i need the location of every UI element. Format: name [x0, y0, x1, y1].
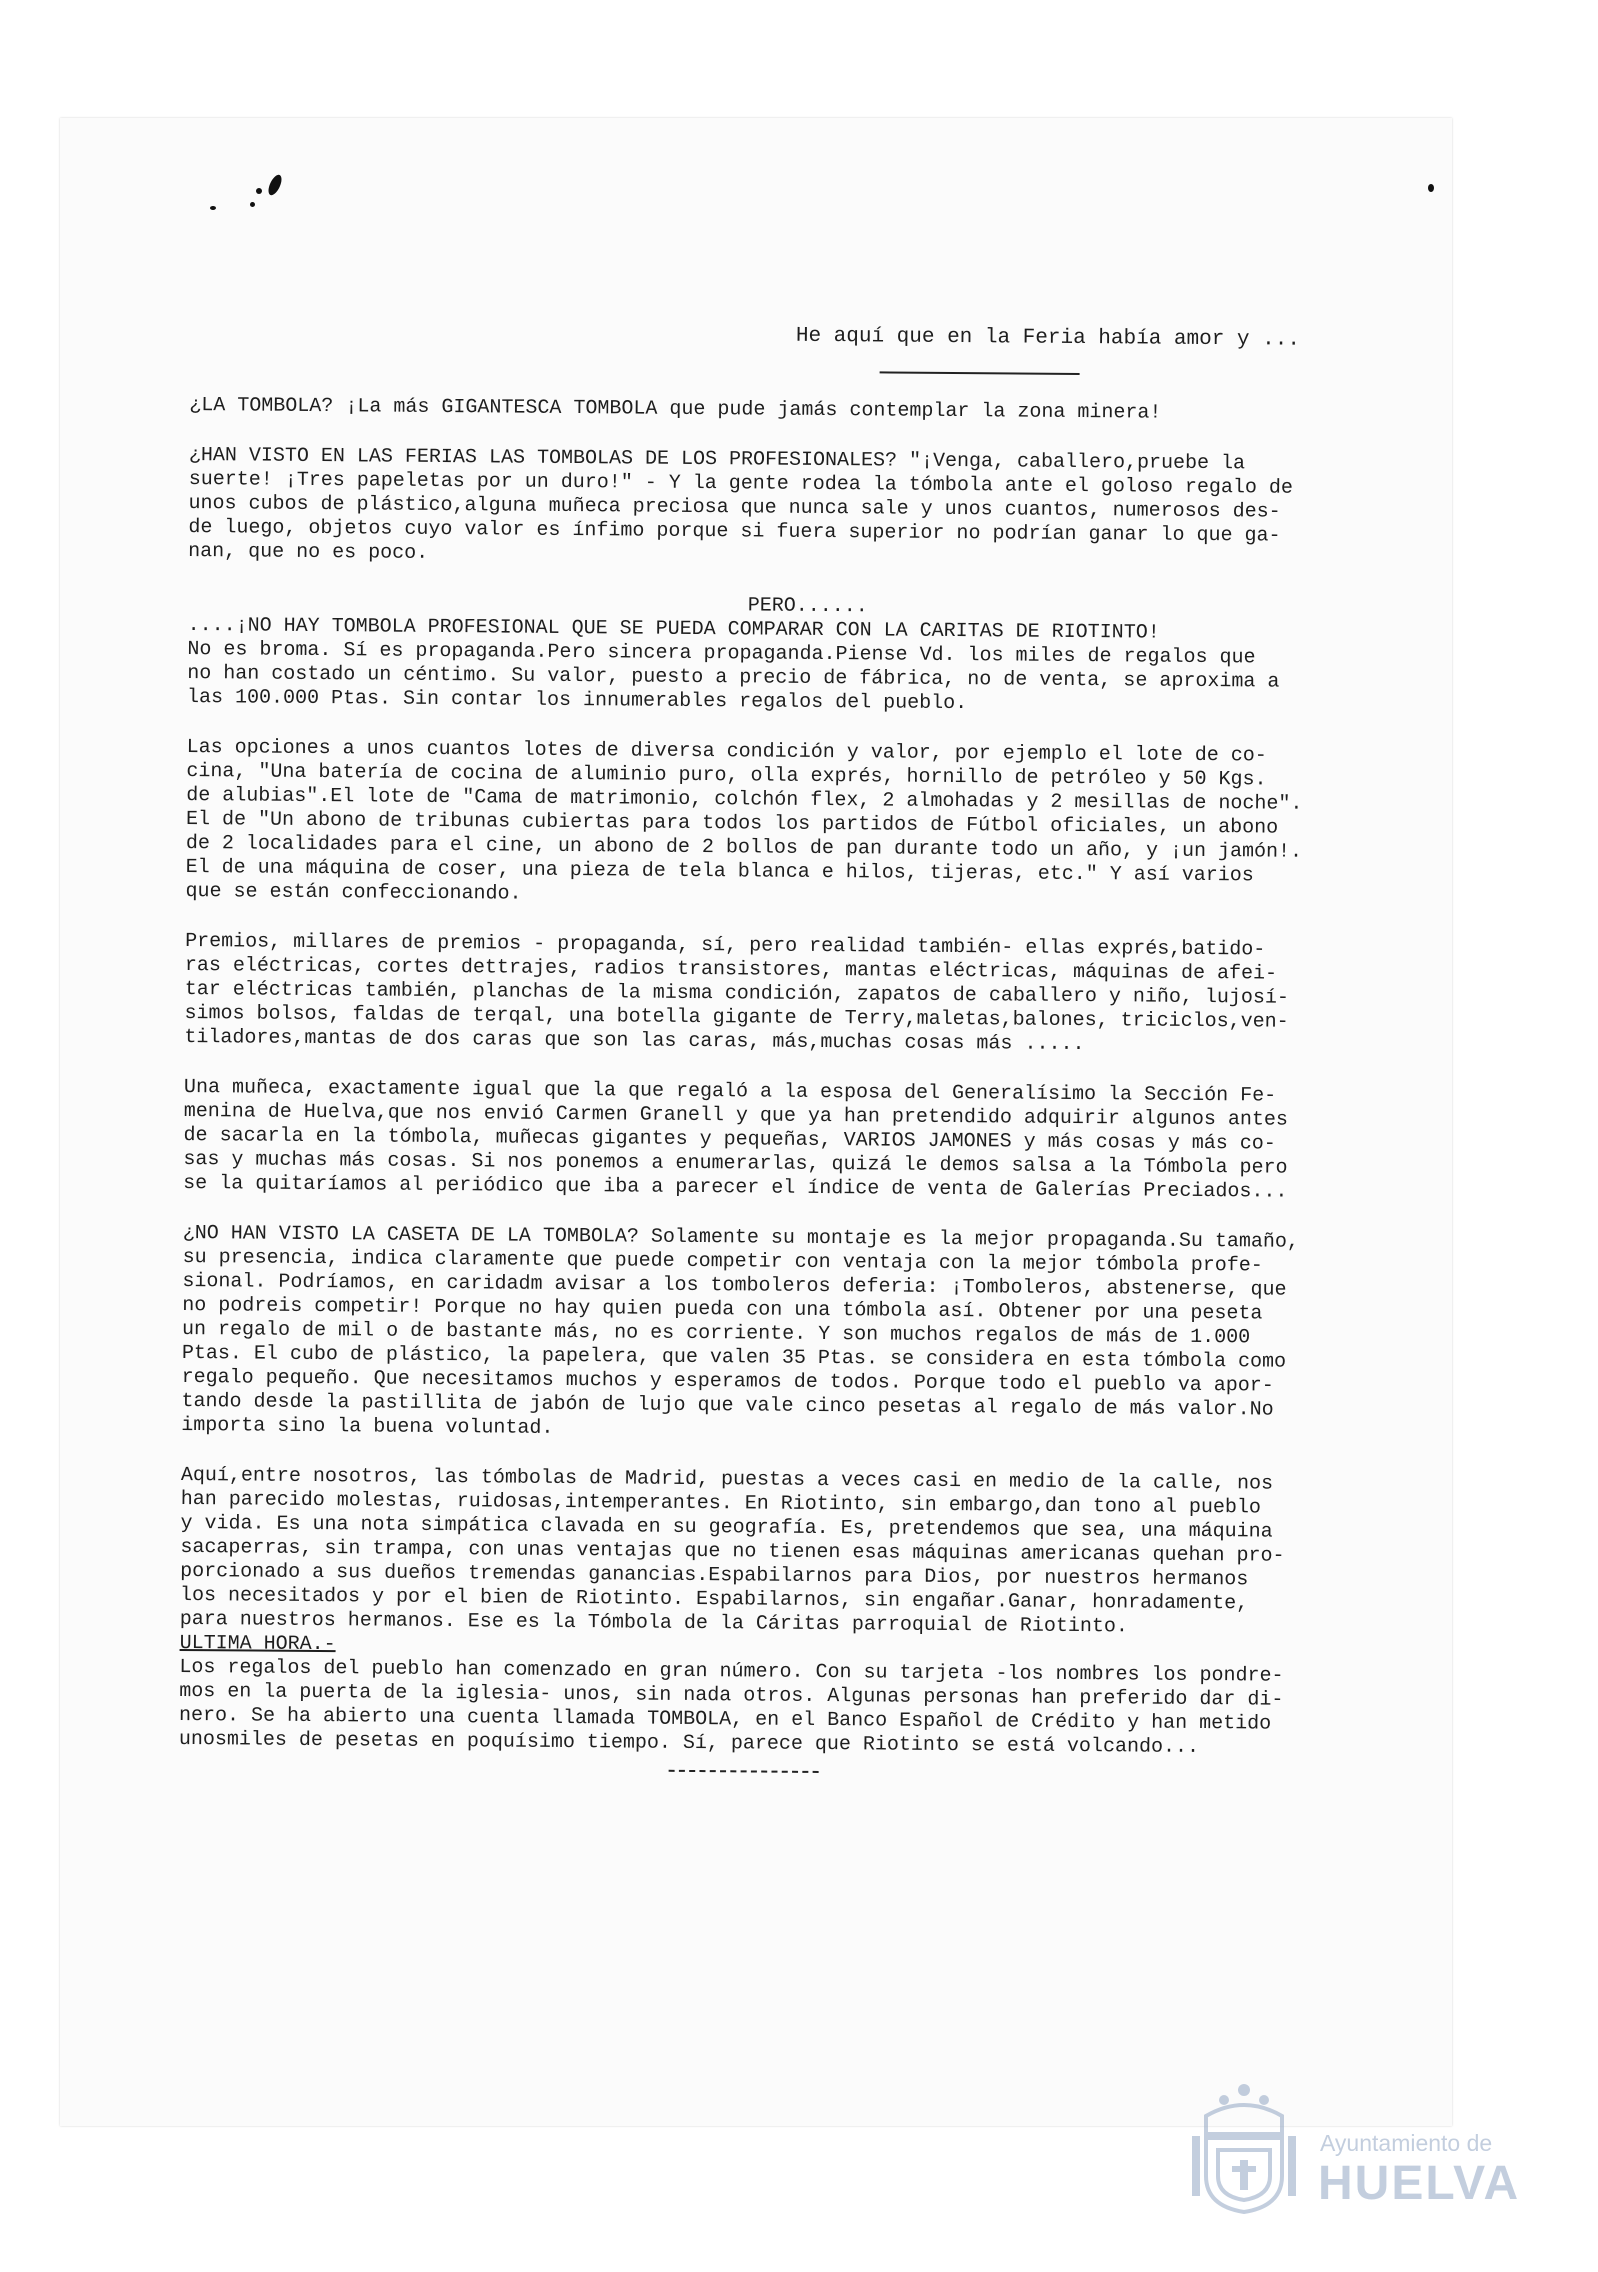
- pero-subtitle: PERO......: [747, 594, 868, 619]
- document-body: [179, 320, 1480, 1778]
- pero-paragraph: ....¡NO HAY TOMBOLA PROFESIONAL QUE SE PUEDA COMPARAR CON LA CARITAS DE RIOTINTO! No es broma. Sí es propaganda.Pero sincera propaganda.Piense Vd. los miles de regalos que no han costado un céntimo. Su valor, puesto a precio de fábrica, no de venta, se aproxima a las 100.000 Ptas. Sin contar los innumerables regalos del pueblo.: [186, 613, 1280, 716]
- ultima-hora-paragraph: Los regalos del pueblo han comenzado en gran número. Con su tarjeta -los nombres los pondre- mos en la puerta de la iglesia- unos, sin nada otros. Algunas personas han preferido dar di- nero. Se ha abierto una cuenta llamada TOMBOLA, en el Banco Español de Crédito y han metido unosmiles de pesetas en poquísimo tiempo. Sí, parece que Riotinto se está volcando...: [178, 1655, 1284, 1759]
- paragraph: ¿HAN VISTO EN LAS FERIAS LAS TOMBOLAS DE LOS PROFESIONALES? "¡Venga, caballero,pruebe la suerte! ¡Tres papeletas por un duro!" - Y la gente rodea la tómbola ante el goloso regalo de unos cubos de plástico,alguna muñeca preciosa que nunca sale y unos cuantos, numerosos des- de luego, objetos cuyo valor es ínfimo porque si fuera superior no podrían ganar lo que ga- nan, que no es poco.: [188, 443, 1293, 565]
- heading-rule: [880, 371, 1080, 375]
- paragraph: Aquí,entre nosotros, las tómbolas de Madrid, puestas a veces casi en medio de la calle, nos han parecido molestas, ruidosas,intemperantes. En Riotinto, sin embargo,dan tono al pueblo y vida. Es una nota simpática clavada en su geografía. Es, pretendemos que sea, una máquina sacaperras, sin trampa, con unas ventajas que no tienen esas máquinas americanas quehan pro- porcionado a sus dueños tremendas ganancias.Espabilarnos para Dios, por nuestros hermanos los necesitados y por el bien de Riotinto. Espabilarnos, sin engañar.Ganar, honradamente, para nuestros hermanos. Ese es la Tómbola de la Cáritas parroquial de Riotinto.: [179, 1463, 1285, 1639]
- ink-blot: [256, 188, 262, 194]
- ink-blot: [266, 173, 284, 197]
- paragraph: ¿NO HAN VISTO LA CASETA DE LA TOMBOLA? Solamente su montaje es la mejor propaganda.Su tamaño, su presencia, indica claramente que puede competir con ventaja con la mejor tómbola profe- sional. Podríamos, en caridadm avisar a los tomboleros deferia: ¡Tomboleros, abstenerse, que no podreis competir! Porque no hay quien pueda con una tómbola así. Obtener por una peseta un regalo de mil o de bastante más, no es corriente. Y son muchos regalos de más de 1.000 Ptas. El cubo de plástico, la papelera, que valen 35 Ptas. se considera en esta tómbola como regalo pequeño. Que necesitamos muchos y esperamos de todos. Porque todo el pueblo va apor- tando desde la pastillita de jabón de lujo que vale cinco pesetas al regalo de más valor.No importa sino la buena voluntad.: [181, 1221, 1300, 1440]
- document-heading: He aquí que en la Feria había amor y ...: [795, 324, 1301, 352]
- paragraph: Premios, millares de premios - propaganda, sí, pero realidad también- ellas exprés,batido- ras eléctricas, cortes dettrajes, radios transistores, mantas eléctricas, máquinas de afei- tar eléctricas también, planchas de la misma condición, zapatos de caballero y niño, lujosí- simos bolsos, faldas de terqal, una botella gigante de Terry,maletas,balones, triciclos,ven- tiladores,mantas de dos caras que son las caras, más,muchas cosas más .....: [184, 929, 1289, 1057]
- coat-of-arms-icon: [1184, 2076, 1304, 2216]
- ultima-hora-label: ULTIMA HORA.-: [179, 1631, 336, 1657]
- paragraph: Una muñeca, exactamente igual que la que regaló a la esposa del Generalísimo la Sección Fe- menina de Huelva,que nos envió Carmen Granell y que ya han pretendido adquirir algunos antes de sacarla en la tómbola, muñecas gigantes y pequeñas, VARIOS JAMONES y más cosas y más co- sas y muchas más cosas. Si nos ponemos a enumerarlas, quizá le demos salsa a la Tómbola pero se la quitaríamos al periódico que iba a parecer el índice de venta de Galerías Preciados...: [183, 1075, 1289, 1204]
- ink-blot: [210, 206, 216, 210]
- watermark-line-1: Ayuntamiento de: [1320, 2130, 1493, 2156]
- ink-blot: [250, 202, 255, 207]
- paragraph: ¿LA TOMBOLA? ¡La más GIGANTESCA TOMBOLA que pude jamás contemplar la zona minera!: [189, 393, 1162, 425]
- paragraph: Las opciones a unos cuantos lotes de diversa condición y valor, por ejemplo el lote de co- cina, "Una batería de cocina de aluminio puro, olla exprés, hornillo de petróleo y 50 Kgs. de alubias".El lote de "Cama de matrimonio, colchón flex, 2 almohadas y 2 mesillas de noche". El de "Un abono de tribunas cubiertas para todos los partidos de Fútbol oficiales, un abono de 2 localidades para el cine, un abono de 2 bollos de pan durante todo un año, y ¡un jamón!. El de una máquina de coser, una pieza de tela blanca e hilos, tijeras, etc." Y así varios que se están confeccionando.: [185, 735, 1303, 906]
- watermark-line-2: HUELVA: [1318, 2157, 1521, 2210]
- watermark-logo: [1178, 2070, 1548, 2220]
- ink-blot: [1428, 184, 1434, 192]
